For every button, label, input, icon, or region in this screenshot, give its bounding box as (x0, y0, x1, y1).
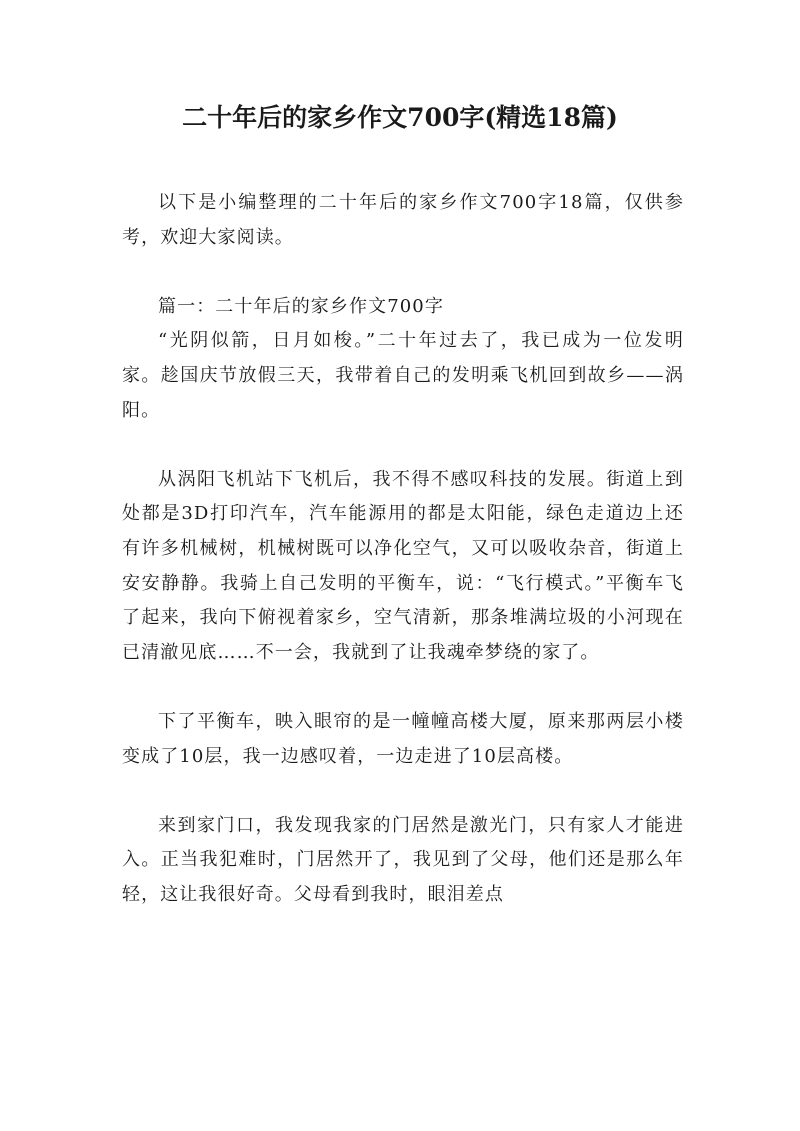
body-paragraph: 从涡阳飞机站下飞机后，我不得不感叹科技的发展。街道上到处都是3D打印汽车，汽车能源用的都是太阳能，绿色走道边上还有许多机械树，机械树既可以净化空气，又可以吸收杂音，街道上安安静静。我骑上自己发明的平衡车，说：“飞行模式。”平衡车飞了起来，我向下俯视着家乡，空气清新，那条堆满垃圾的小河现在已清澈见底……不一会，我就到了让我魂牵梦绕的家了。 (122, 468, 684, 663)
document-body (122, 186, 684, 912)
document-title: 二十年后的家乡作文700字(精选18篇) (182, 103, 618, 132)
body-paragraph: 来到家门口，我发现我家的门居然是激光门，只有家人才能进入。正当我犯难时，门居然开了，我见到了父母，他们还是那么年轻，这让我很好奇。父母看到我时，眼泪差点 (122, 814, 684, 905)
body-paragraph: 下了平衡车，映入眼帘的是一幢幢高楼大厦，原来那两层小楼变成了10层，我一边感叹着，一边走进了10层高楼。 (122, 710, 684, 767)
intro-paragraph: 以下是小编整理的二十年后的家乡作文700字18篇，仅供参考，欢迎大家阅读。 (122, 192, 684, 248)
section-heading: 篇一：二十年后的家乡作文700字 (158, 295, 444, 317)
body-paragraph: “光阴似箭，日月如梭。”二十年过去了，我已成为一位发明家。趁国庆节放假三天，我带着自己的发明乘飞机回到故乡——涡阳。 (122, 330, 684, 421)
